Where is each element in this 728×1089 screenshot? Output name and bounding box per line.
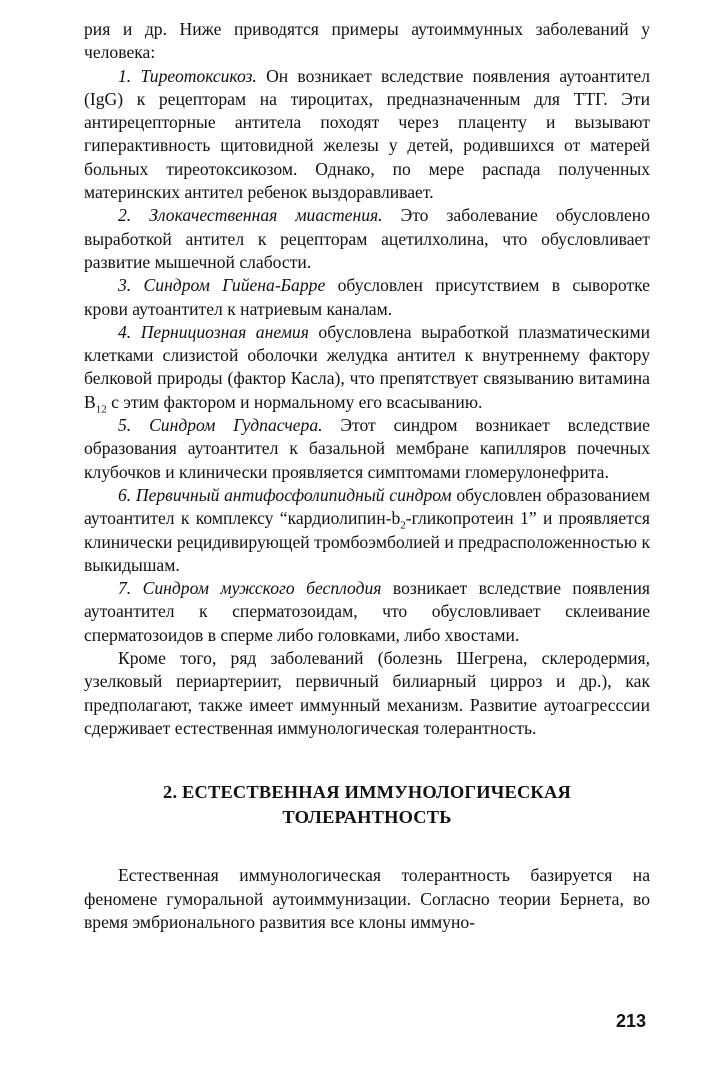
item-antiphospholipid (84, 484, 650, 577)
item-thyrotoxicosis (84, 65, 650, 205)
item-text: обусловлена выработкой плазматическими клетками слизистой оболочки желудка антител к внутреннему фактору белковой природы (фактор Касла), что препятствует связыванию витамина B (84, 321, 651, 412)
item-text: Это заболевание обусловлено выработкой антител к рецепторам ацетилхолина, что обусловливает развитие мышечной слабости. (84, 205, 650, 272)
item-pernicious-anemia (84, 321, 650, 414)
item-text: обусловлен присутствием в сыворотке крови аутоантител к натриевым каналам. (84, 275, 650, 319)
section-heading-line1: 2. ЕСТЕСТВЕННАЯ ИММУНОЛОГИЧЕСКАЯ (163, 782, 571, 803)
item-text: -гликопротеин 1” и проявляется клинически рецидивирующей тромбоэмболией и предрасположенностью к выкидышам. (84, 508, 650, 575)
item-term: 3. Синдром Гийена-Барре (118, 275, 326, 296)
item-text: Он возникает вследствие появления аутоантител (IgG) к рецепторам на тироцитах, предназначенным для ТТГ. Эти антирецепторные антитела походят через плаценту и вызывают гиперактивность щитовидной железы у детей, родившихся от матерей больных тиреотоксикозом. Однако, по мере распада полученных материнских антител ребенок выздоравливает. (84, 65, 650, 203)
item-text: Этот синдром возникает вследствие образования аутоантител к базальной мембране капилляров почечных клубочков и клинически проявляется симптомами гломерулонефрита. (84, 415, 650, 482)
section-heading-line2: ТОЛЕРАНТНОСТЬ (282, 807, 452, 828)
item-text: обусловлен образованием аутоантител к комплексу “кардиолипин-b (84, 484, 650, 529)
closing-paragraph: Кроме того, ряд заболеваний (болезнь Шегрена, склеродермия, узелковый периартериит, первичный билиарный цирроз и др.), как предполагают, также имеет иммунный механизм. Развитие аутоагрессcии сдерживает естественная иммунологическая толерантность. (84, 648, 650, 738)
subscript: 12 (95, 403, 107, 416)
item-myasthenia (84, 204, 650, 274)
section-heading (84, 780, 650, 830)
section-paragraph: Естественная иммунологическая толерантность базируется на феномене гуморальной аутоиммунизации. Согласно теории Бернета, во время эмбрионального развития все клоны иммуно- (84, 865, 650, 932)
item-goodpasture (84, 414, 650, 484)
intro-paragraph: рия и др. Ниже приводятся примеры аутоиммунных заболеваний у человека: (84, 19, 650, 63)
item-male-infertility (84, 577, 650, 647)
item-term: 5. Синдром Гудпасчера. (118, 415, 323, 436)
item-term: 7. Синдром мужского бесплодия (118, 578, 382, 599)
item-text: с этим фактором и нормальному его всасыванию. (106, 391, 483, 412)
page-number: 213 (615, 1011, 646, 1031)
page-content (84, 18, 650, 934)
item-term: 2. Злокачественная миастения. (118, 205, 383, 226)
item-term: 6. Первичный антифосфолипидный синдром (118, 484, 452, 505)
item-guillain-barre (84, 274, 650, 321)
item-text: возникает вследствие появления аутоантител к сперматозоидам, что обусловливает склеивание сперматозоидов в сперме либо головками, либо хвостами. (84, 578, 650, 645)
subscript: 2 (400, 519, 406, 532)
item-term: 4. Пернициозная анемия (118, 321, 309, 342)
item-term: 1. Тиреотоксикоз. (118, 65, 257, 86)
